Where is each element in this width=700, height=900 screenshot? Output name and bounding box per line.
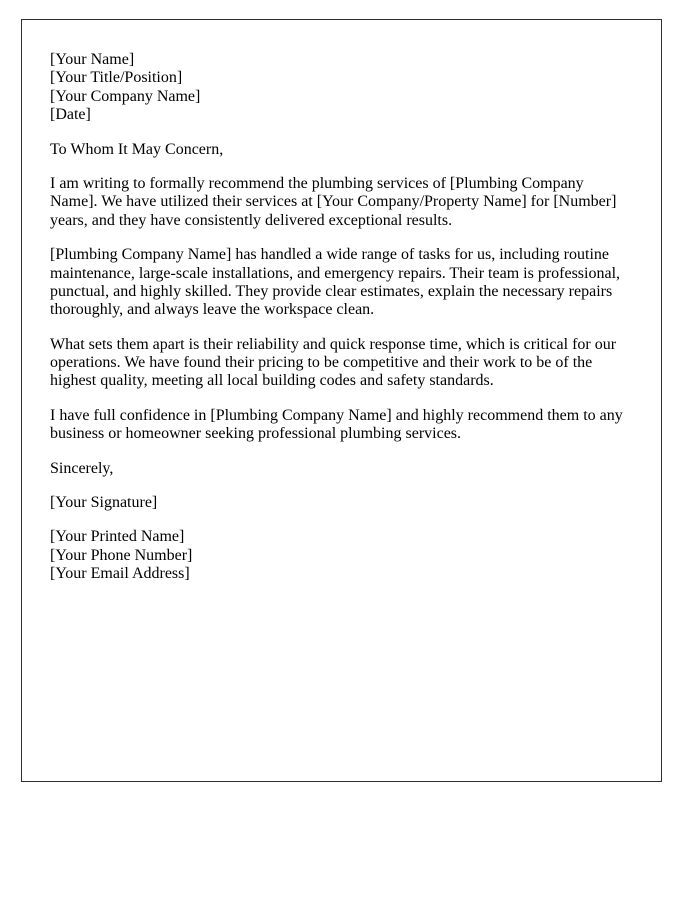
services-paragraph: [Plumbing Company Name] has handled a wide range of tasks for us, including routine maintenance, large-scale installations, and emergency repairs. Their team is professional, punctual, and highly skilled. They provide clear estimates, explain the necessary repairs thoroughly, and always leave the workspace clean. — [50, 246, 621, 319]
signer-printed-name: [Your Printed Name] — [50, 528, 185, 546]
sender-name: [Your Name] — [50, 51, 135, 68]
sender-company: [Your Company Name] — [50, 87, 201, 105]
sender-title: [Your Title/Position] — [50, 69, 183, 87]
signer-block — [50, 528, 625, 583]
intro-paragraph: I am writing to formally recommend the plumbing services of [Plumbing Company Name]. We have utilized their services at [Your Company/Property Name] for [Number] years, and they have consistently delivered exceptional results. — [50, 174, 617, 229]
signature-placeholder: [Your Signature] — [50, 494, 158, 512]
strengths-paragraph: What sets them apart is their reliability and quick response time, which is critical for our operations. We have found their pricing to be competitive and their work to be of the highest quality, meeting all local building codes and safety standards. — [50, 335, 617, 390]
signer-phone: [Your Phone Number] — [50, 546, 193, 564]
letter-page — [21, 19, 662, 782]
recommendation-paragraph: I have full confidence in [Plumbing Company Name] and highly recommend them to any business or homeowner seeking professional plumbing services. — [50, 406, 623, 443]
salutation: To Whom It May Concern, — [50, 140, 224, 158]
letter-date: [Date] — [50, 106, 91, 124]
sender-block — [50, 51, 625, 125]
closing: Sincerely, — [50, 459, 114, 477]
signer-email: [Your Email Address] — [50, 565, 190, 583]
